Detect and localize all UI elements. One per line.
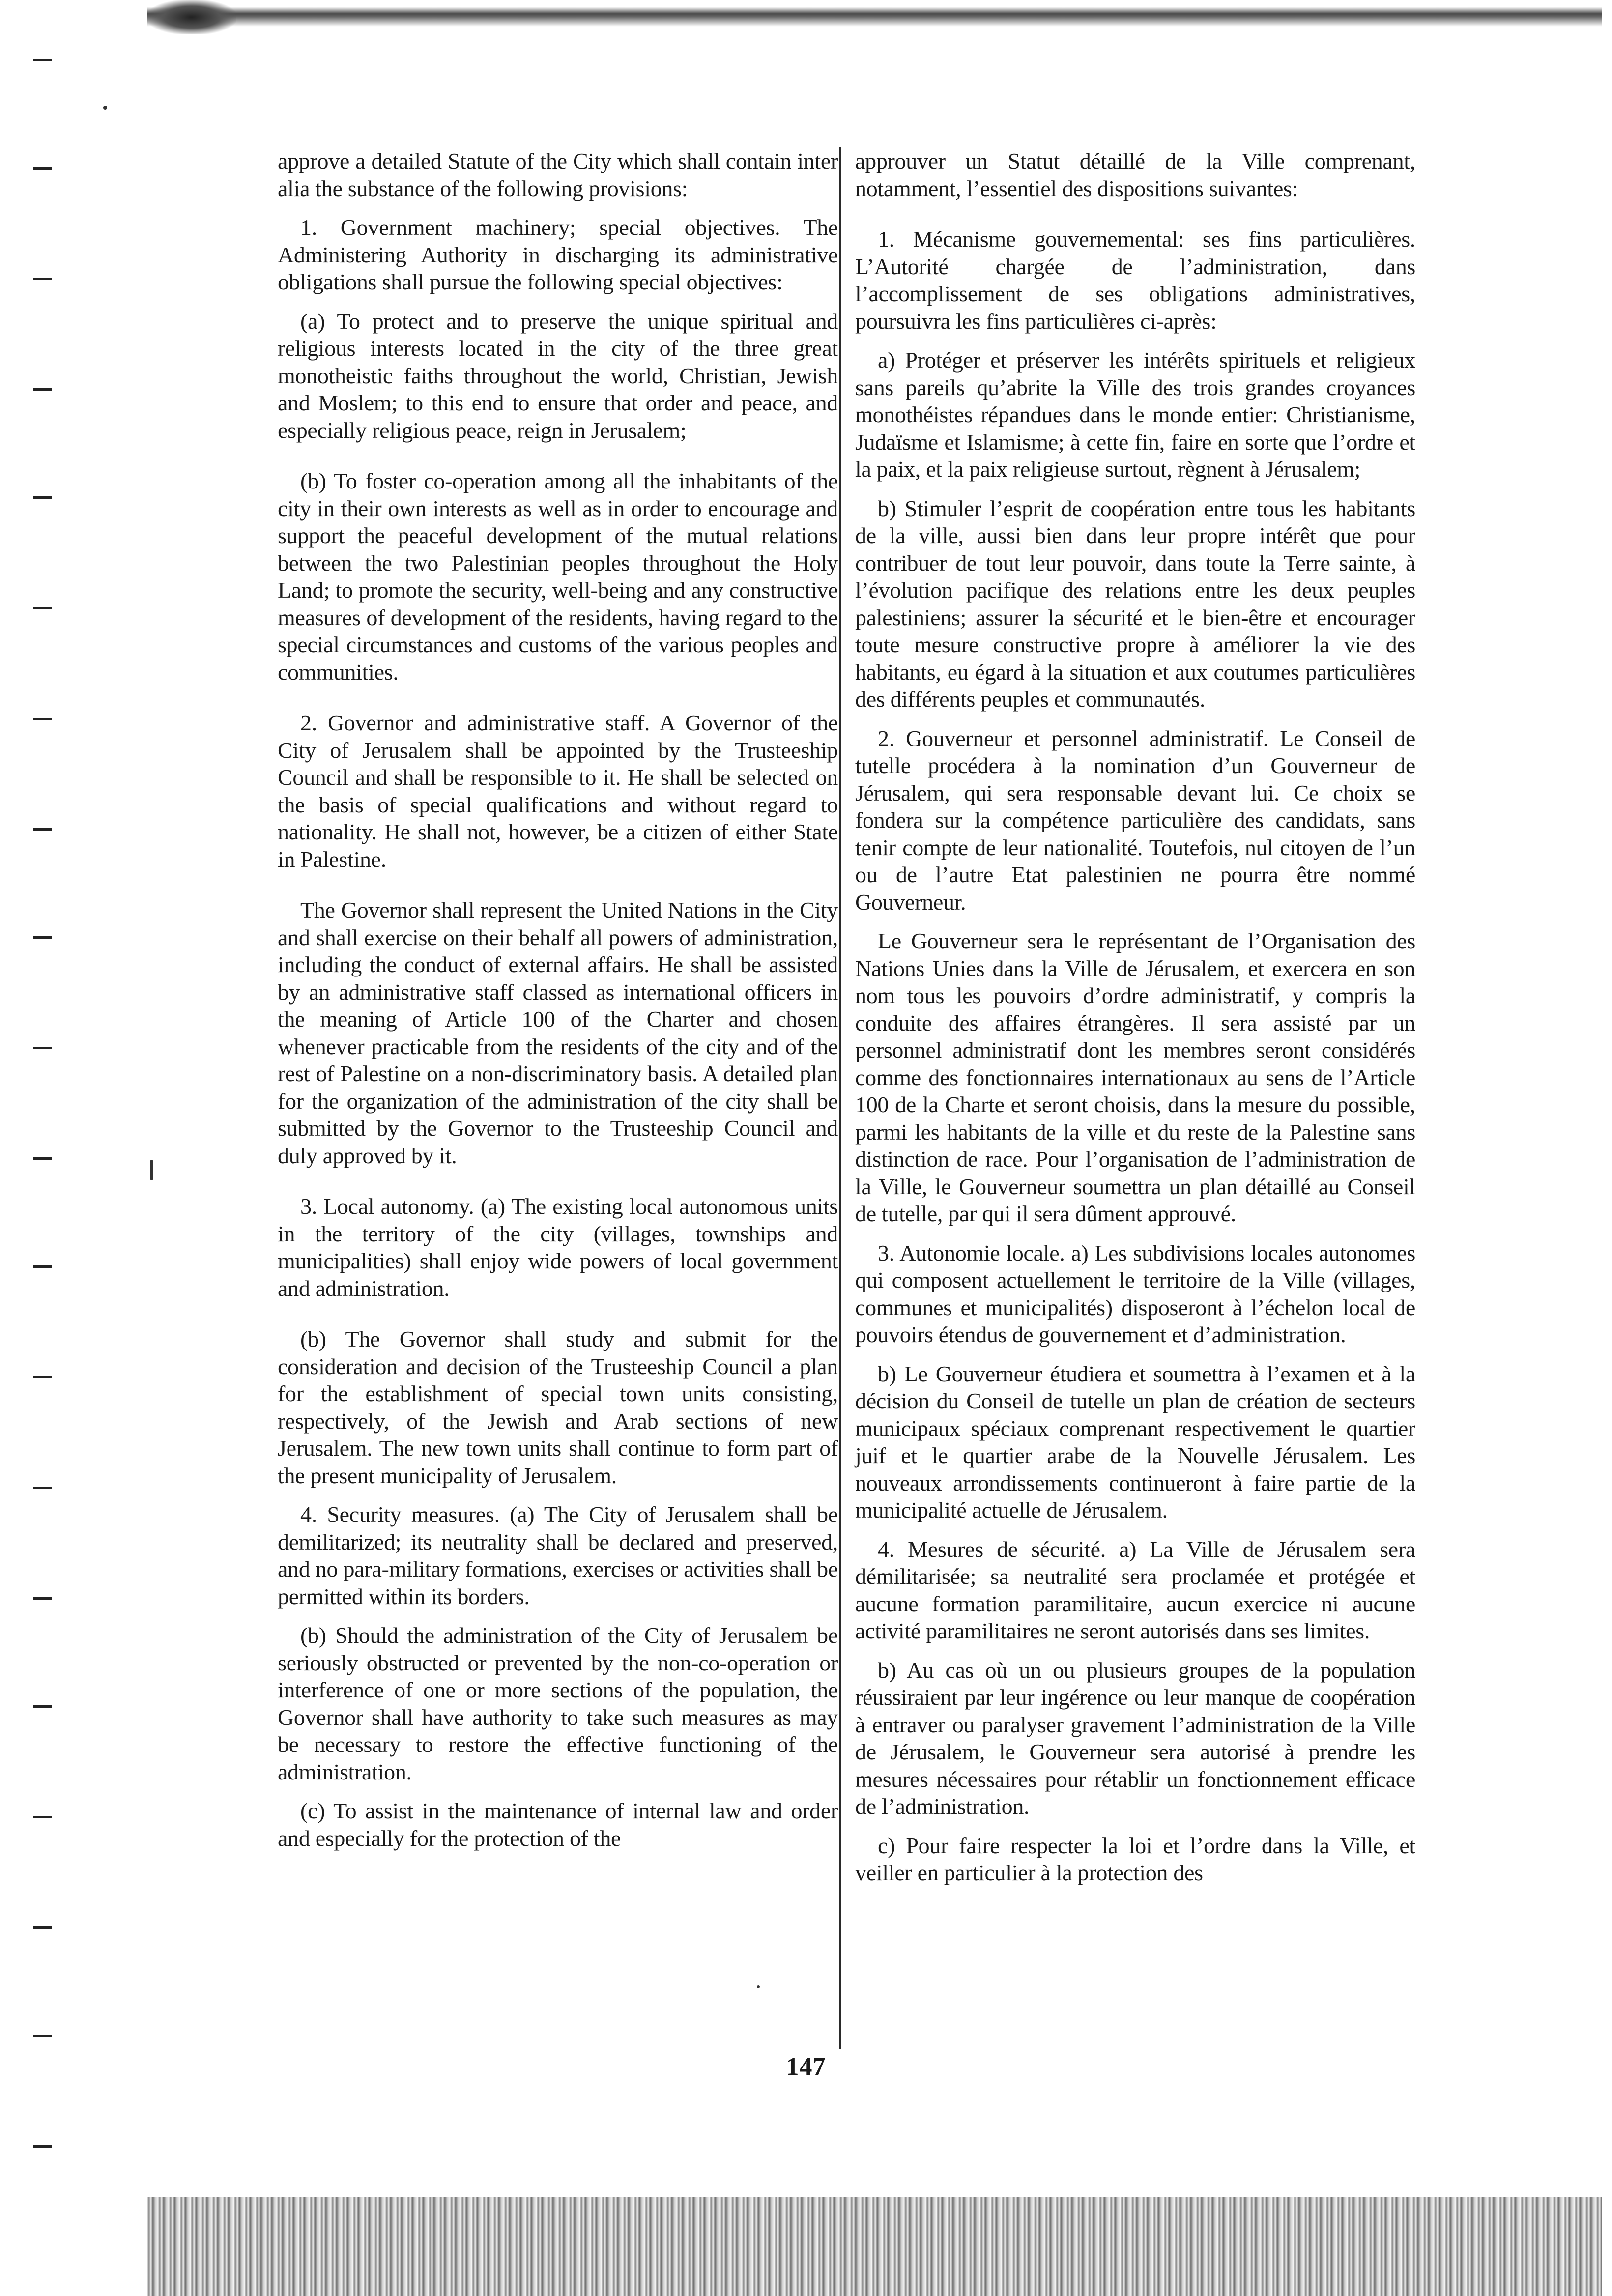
fr-paragraph: 3. Autonomie locale. a) Les subdivisions locales autonomes qui composent actuellement le territoire de la Ville (villages, communes et municipalités) disposeront à l’échelon local de pouvoirs étendus de gouvernement et d’administration. — [855, 1240, 1415, 1347]
english-column — [278, 147, 838, 1864]
margin-mark — [33, 718, 52, 720]
margin-mark — [33, 1597, 52, 1600]
margin-mark — [33, 1376, 52, 1378]
en-paragraph: (c) To assist in the maintenance of internal law and order and especially for the protection of the — [278, 1798, 838, 1851]
margin-mark — [33, 1157, 52, 1160]
fr-paragraph: 1. Mécanisme gouvernemental: ses fins particulières. L’Autorité chargée de l’administration, dans l’accomplissement de ses obligations administratives, poursuivra les fins particulières ci-après: — [855, 227, 1415, 334]
margin-mark — [33, 1816, 52, 1818]
en-paragraph: (b) Should the administration of the City of Jerusalem be seriously obstructed or prevented by the non-co-operation or interference of one or more sections of the population, the Governor shall have authority to take such measures as may be necessary to restore the effective functioning of the administration. — [278, 1623, 838, 1784]
en-paragraph: (a) To protect and to preserve the unique spiritual and religious interests located in the city of the three great monotheistic faiths throughout the world, Christian, Jewish and Moslem; to this end to ensure that order and peace, and especially religious peace, reign in Jerusalem; — [278, 308, 838, 443]
page-number: 147 — [786, 2053, 826, 2081]
margin-mark — [33, 167, 52, 170]
en-paragraph: 4. Security measures. (a) The City of Jerusalem shall be demilitarized; its neutrality shall be declared and preserved, and no para-military formations, exercises or activities shall be permitted within its borders. — [278, 1502, 838, 1609]
en-paragraph: approve a detailed Statute of the City which shall contain inter alia the substance of the following provisions: — [278, 148, 838, 201]
margin-mark — [33, 496, 52, 499]
margin-mark — [33, 388, 52, 391]
en-paragraph: The Governor shall represent the United Nations in the City and shall exercise on their behalf all powers of administration, including the conduct of external affairs. He shall be assisted by an administrative staff classed as international officers in the meaning of Article 100 of the Charter and chosen whenever practicable from the residents of the city and of the rest of Palestine on a non-discriminatory basis. A detailed plan for the organization of the administration of the city shall be submitted by the Governor to the Trusteeship Council and duly approved by it. — [278, 897, 838, 1168]
fr-paragraph: c) Pour faire respecter la loi et l’ordre dans la Ville, et veiller en particulier à la protection des — [855, 1833, 1415, 1885]
en-paragraph: 2. Governor and administrative staff. A Governor of the City of Jerusalem shall be appointed by the Trusteeship Council and shall be responsible to it. He shall be selected on the basis of special qualifications and without regard to nationality. He shall not, however, be a citizen of either State in Palestine. — [278, 710, 838, 872]
margin-mark — [33, 278, 52, 280]
margin-mark — [33, 1047, 52, 1049]
scan-blot — [147, 0, 236, 34]
margin-mark — [33, 2035, 52, 2037]
margin-mark — [33, 828, 52, 831]
fr-paragraph: 2. Gouverneur et personnel administratif. Le Conseil de tutelle procédera à la nomination d’un Gouverneur de Jérusalem, qui sera responsable devant lui. Ce choix se fondera sur la compétence particulière des candidats, sans tenir compte de leur nationalité. Toutefois, nul citoyen de l’un ou de l’autre Etat palestinien ne pourra être nommé Gouverneur. — [855, 725, 1415, 915]
en-paragraph: 1. Government machinery; special objectives. The Administering Authority in discharging its administrative obligations shall pursue the following special objectives: — [278, 215, 838, 294]
fr-paragraph: b) Le Gouverneur étudiera et soumettra à l’examen et à la décision du Conseil de tutelle un plan de création de secteurs municipaux spéciaux comprenant respectivement le quartier juif et le quartier arabe de la Nouvelle Jérusalem. Les nouveaux arrondissements continueront à faire partie de la municipalité actuelle de Jérusalem. — [855, 1361, 1415, 1522]
fr-paragraph: b) Au cas où un ou plusieurs groupes de la population réussiraient par leur ingérence ou leur manque de coopération à entraver ou paralyser gravement l’administration de la Ville de Jérusalem, le Gouverneur sera autorisé à prendre les mesures nécessaires pour rétablir un fonctionnement efficace de l’administration. — [855, 1657, 1415, 1819]
column-divider — [839, 147, 841, 2049]
margin-mark — [33, 1926, 52, 1929]
en-paragraph: (b) To foster co-operation among all the inhabitants of the city in their own interests as well as in order to encourage and support the peaceful development of the mutual relations between the two Palestinian peoples throughout the Holy Land; to promote the security, well-being and any constructive measures of development of the residents, having regard to the special circumstances and customs of the various peoples and communities. — [278, 468, 838, 685]
en-paragraph: (b) The Governor shall study and submit for the consideration and decision of the Trusteeship Council a plan for the establishment of special town units consisting, respectively, of the Jewish and Arab sections of new Jerusalem. The new town units shall continue to form part of the present municipality of Jerusalem. — [278, 1326, 838, 1488]
margin-mark — [33, 2145, 52, 2148]
scan-edge-top — [147, 7, 1602, 27]
french-column — [855, 147, 1415, 1898]
speck — [150, 1160, 153, 1180]
speck — [103, 106, 107, 110]
margin-mark — [33, 1705, 52, 1708]
fr-paragraph: approuver un Statut détaillé de la Ville comprenant, notamment, l’essentiel des dispositions suivantes: — [855, 148, 1415, 201]
fr-paragraph: a) Protéger et préserver les intérêts spirituels et religieux sans pareils qu’abrite la Ville des trois grandes croyances monothéistes répandues dans le monde entier: Christianisme, Judaïsme et Islamisme; à cette fin, faire en sorte que l’ordre et la paix, et la paix religieuse surtout, règnent à Jérusalem; — [855, 347, 1415, 482]
margin-mark — [33, 1487, 52, 1489]
en-paragraph: 3. Local autonomy. (a) The existing local autonomous units in the territory of the city (villages, townships and municipalities) shall enjoy wide powers of local government and administration. — [278, 1194, 838, 1301]
speck — [757, 1985, 760, 1988]
fr-paragraph: b) Stimuler l’esprit de coopération entre tous les habitants de la ville, aussi bien dans leur propre intérêt que pour contribuer de tout leur pouvoir, dans toute la Terre sainte, à l’évolution pacifique des relations entre les deux peuples palestiniens; assurer la sécurité et le bien-être et encourager toute mesure constructive propre à améliorer la vie des habitants, eu égard à la situation et aux coutumes particulières des différents peuples et communautés. — [855, 495, 1415, 712]
margin-mark — [33, 1265, 52, 1268]
margin-mark — [33, 59, 52, 61]
fr-paragraph: Le Gouverneur sera le représentant de l’Organisation des Nations Unies dans la Ville de Jérusalem, et exercera en son nom tous les pouvoirs d’ordre administratif, y compris la conduite des affaires étrangères. Il sera assisté par un personnel administratif dont les membres seront considérés comme des fonctionnaires internationaux au sens de l’Article 100 de la Charte et seront choisis, dans la mesure du possible, parmi les habitants de la ville et du reste de la Palestine sans distinction de race. Pour l’organisation de l’administration de la Ville, le Gouverneur soumettra un plan détaillé au Conseil de tutelle, par qui il sera dûment approuvé. — [855, 928, 1415, 1226]
margin-mark — [33, 936, 52, 939]
margin-mark — [33, 607, 52, 609]
fr-paragraph: 4. Mesures de sécurité. a) La Ville de Jérusalem sera démilitarisée; sa neutralité sera proclamée et protégée et aucune formation paramilitaire, aucun exercice ni aucune activité paramilitaires ne seront autorisés dans ses limites. — [855, 1536, 1415, 1643]
scan-edge-bottom — [147, 2197, 1602, 2296]
